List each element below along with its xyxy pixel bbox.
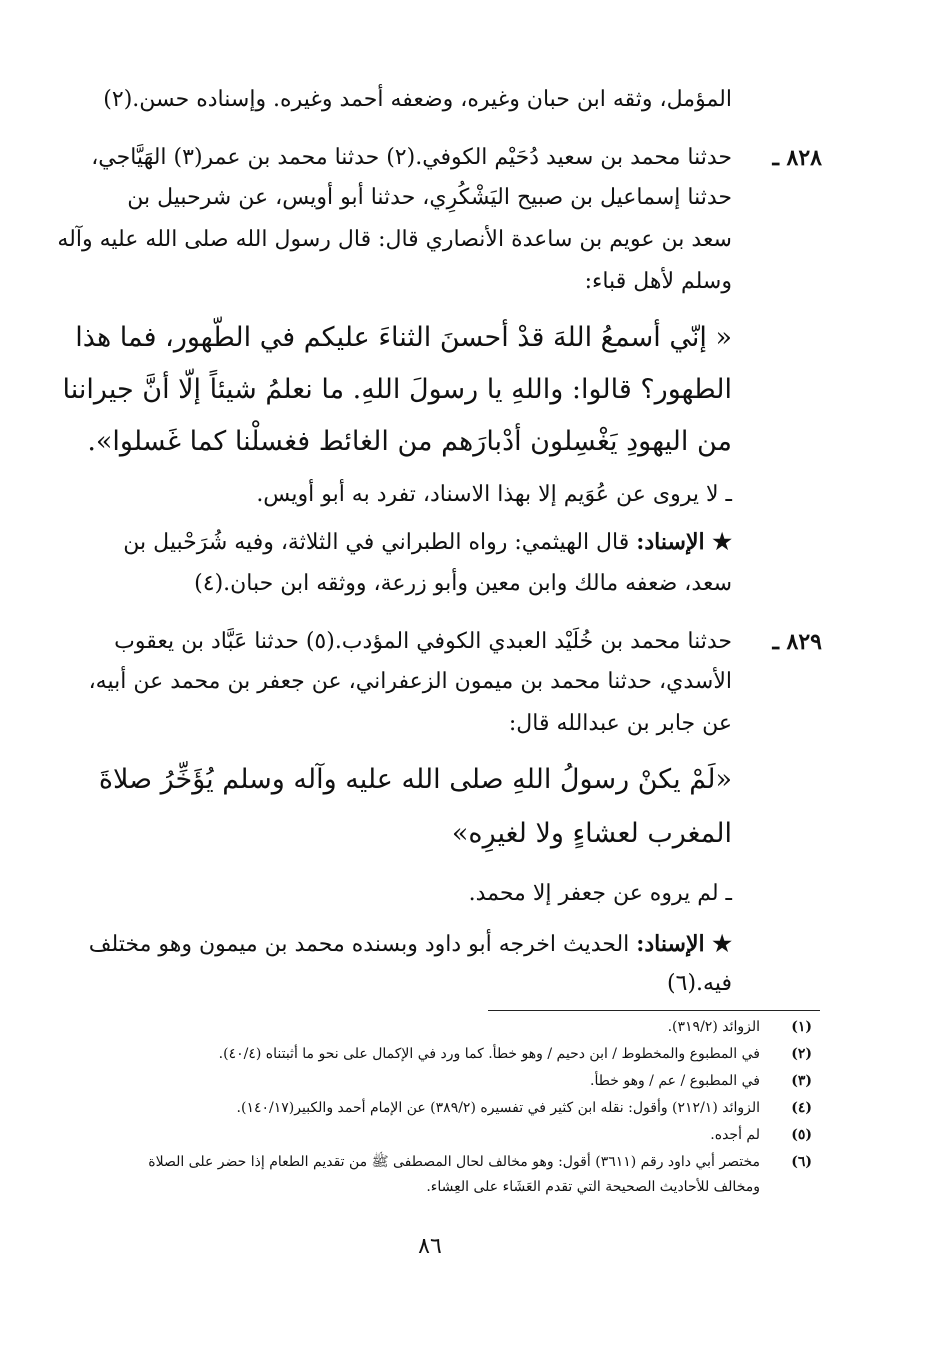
hadith-quote-line: من اليهودِ يَغْسِلون أدْبارَهم من الغائط فغسلْنا كما غَسلوا». — [87, 426, 732, 457]
text-line: حدثنا محمد بن سعيد دُحَيْم الكوفي.(٢) حدثنا محمد بن عمر(٣) الهَيَّاجي، — [91, 145, 732, 170]
footnote-text: الزوائد (٢١٢/١) وأقول: نقله ابن كثير في تفسيره (٣٨٩/٢) عن الإمام أحمد والكبير(١٤٠/١٧). — [236, 1100, 760, 1116]
text-line: الأسدي، حدثنا محمد بن ميمون الزعفراني، عن جعفر بن محمد عن أبيه، — [88, 669, 732, 694]
footnote-number: (٤) — [791, 1100, 812, 1116]
text-line: المؤمل، وثقه ابن حبان وغيره، وضعفه أحمد وغيره. وإسناده حسن.(٢) — [103, 87, 732, 112]
hadith-quote-line: الطهور؟ قالوا: واللهِ يا رسولَ اللهِ. ما نعلمُ شيئاً إلّا أنَّ جيراننا — [62, 374, 732, 405]
footnote-text: في المطبوع والمخطوط / ابن دحيم / وهو خطأ. كما ورد في الإكمال على نحو ما أثبتناه (٤٠/٤). — [218, 1046, 760, 1062]
footnote-number: (٥) — [791, 1127, 812, 1143]
text-line: سعد، ضعفه مالك وابن معين وأبو زرعة، ووثقه ابن حبان.(٤) — [194, 571, 732, 596]
footnote-number: (٦) — [791, 1154, 812, 1170]
isnad-line — [123, 524, 732, 561]
hadith-quote-line: «لَمْ يكنْ رسولُ اللهِ صلى الله عليه وآله وسلم يُؤَخِّرُ صلاةَ — [98, 764, 732, 795]
text-line: حدثنا إسماعيل بن صبيح اليَشْكُرِي، حدثنا أبو أويس، عن شرحبيل بن — [127, 185, 732, 210]
hadith-quote-line: « إنّي أسمعُ اللهَ قدْ أحسنَ الثناءَ عليكم في الطّهور، فما هذا — [75, 322, 732, 353]
footnote-number: (٣) — [791, 1073, 812, 1089]
hadith-remark: ـ لا يروى عن عُوَيم إلا بهذا الاسناد، تفرد به أبو أويس. — [256, 482, 732, 507]
footnote-text: الزوائد (٣١٩/٢). — [667, 1019, 760, 1035]
text-line: عن جابر بن عبدالله قال: — [508, 711, 732, 736]
isnad-text: الحديث اخرجه أبو داود وبسنده محمد بن ميمون وهو مختلف — [88, 932, 630, 957]
text-line: سعد بن عويم بن ساعدة الأنصاري قال: قال رسول الله صلى الله عليه وآله — [57, 227, 732, 252]
footnote-text: في المطبوع / عم / وهو خطأ. — [590, 1073, 760, 1089]
hadith-number: ٨٢٩ ـ — [772, 629, 822, 655]
text-line: وسلم لأهل قباء: — [584, 269, 732, 294]
footnote-number: (١) — [791, 1019, 812, 1035]
page-number: ٨٦ — [418, 1234, 442, 1259]
footnote-divider — [488, 1010, 820, 1011]
footnote-text: ومخالف للأحاديث الصحيحة التي تقدم العَشَاء على العِشاء. — [426, 1179, 760, 1195]
footnote-text: لم أجده. — [710, 1127, 760, 1143]
footnote-number: (٢) — [791, 1046, 812, 1062]
hadith-remark: ـ لم يروه عن جعفر إلا محمد. — [468, 881, 732, 906]
text-line: حدثنا محمد بن خُلَيْد العبدي الكوفي المؤدب.(٥) حدثنا عَبَّاد بن يعقوب — [114, 629, 732, 654]
footnote-text: مختصر أبي داود رقم (٣٦١١) أقول: وهو مخالف لحال المصطفى ﷺ من تقديم الطعام إذا حضر على الصلاة — [148, 1154, 760, 1170]
isnad-label: ★ الإسناد: — [636, 931, 732, 957]
isnad-text: قال الهيثمي: رواه الطبراني في الثلاثة، وفيه شُرَحْبيل بن — [123, 530, 630, 555]
isnad-line — [89, 926, 732, 963]
text-line: فيه.(٦) — [667, 971, 732, 996]
hadith-quote-line: المغرب لعشاءٍ ولا لغيرِه» — [451, 818, 732, 849]
isnad-label: ★ الإسناد: — [636, 529, 732, 555]
hadith-number: ٨٢٨ ـ — [772, 145, 822, 171]
